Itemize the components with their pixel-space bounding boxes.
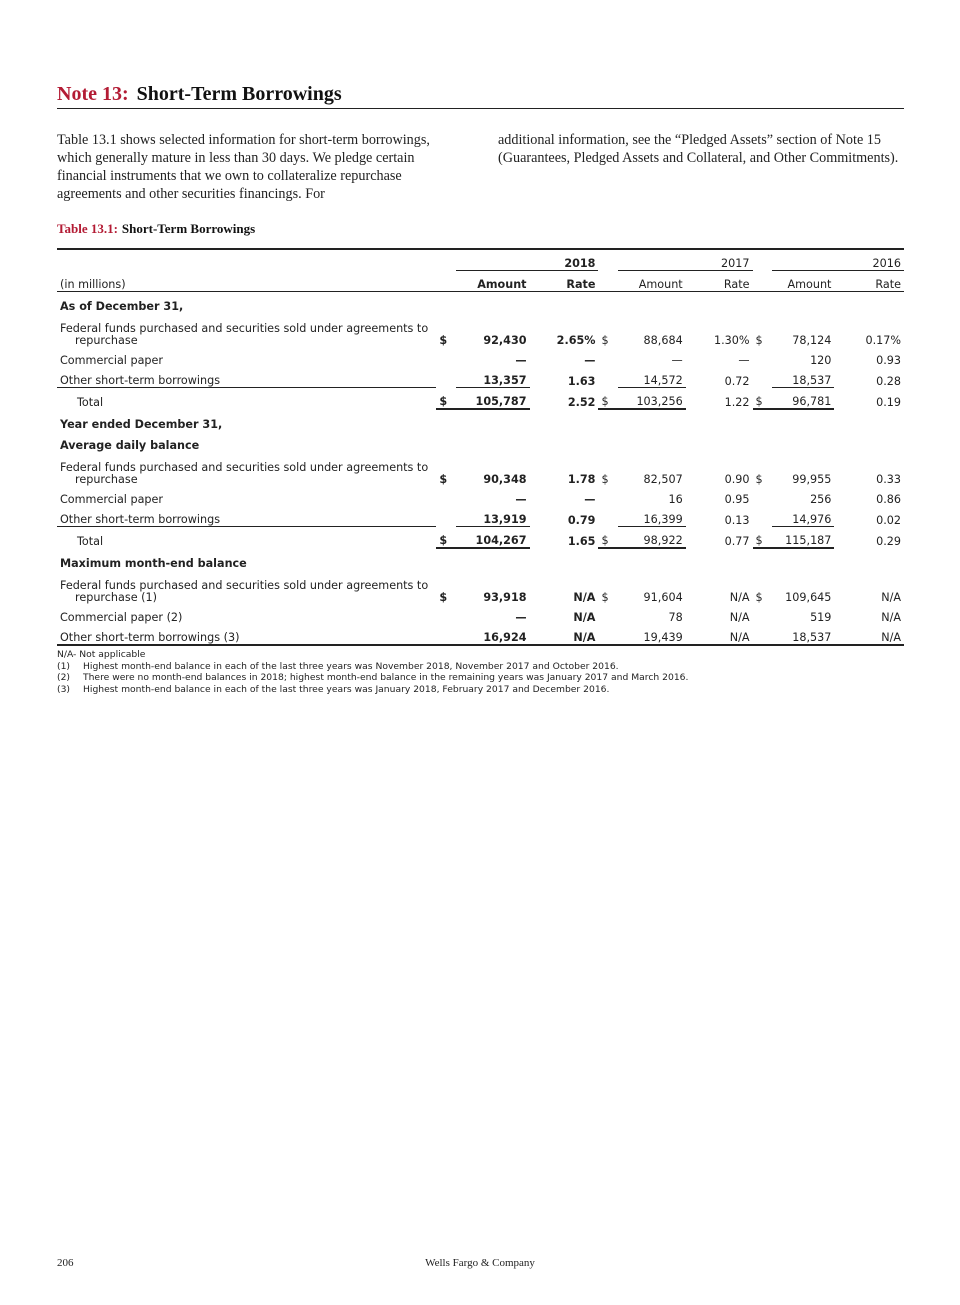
footnote-3: (3) Highest month-end balance in each of the last three years was January 2018, February 2017 and December 2016. — [57, 683, 610, 695]
col-rate-2017: Rate — [686, 271, 753, 292]
total-row: Total $ 105,787 2.52 $ 103,256 1.22 $ 96,781 0.19 — [57, 388, 904, 410]
note-title: Short-Term Borrowings — [136, 83, 342, 105]
col-amount-2016: Amount — [772, 271, 835, 292]
footnotes — [57, 649, 688, 695]
section-header: Maximum month-end balance — [60, 557, 247, 570]
col-amount-2017: Amount — [618, 271, 686, 292]
table-caption-number: Table 13.1: — [57, 221, 118, 236]
table-row: Federal funds purchased and securities sold under agreements to repurchase (1) $ 93,918 N/A $ 91,604 N/A $ 109,645 N/A — [60, 579, 901, 604]
footer-company: Wells Fargo & Company — [425, 1257, 535, 1269]
table-row: Federal funds purchased and securities sold under agreements to repurchase $ 92,430 2.65% $ 88,684 1.30% $ 78,124 0.17% — [60, 322, 901, 347]
column-header-row — [57, 271, 904, 292]
section-header: Year ended December 31, — [60, 418, 223, 431]
section-header: As of December 31, — [60, 300, 184, 313]
year-header-2018: 2018 — [456, 249, 599, 271]
section-subheader: Average daily balance — [60, 439, 200, 452]
table-row: Commercial paper — — — — 120 0.93 — [60, 354, 901, 367]
total-row: Total $ 104,267 1.65 $ 98,922 0.77 $ 115,187 0.29 — [57, 527, 904, 549]
footnote-1: (1) Highest month-end balance in each of the last three years was November 2018, November 2017 and October 2016. — [57, 660, 619, 672]
intro-paragraph-right: additional information, see the “Pledged Assets” section of Note 15 (Guarantees, Pledged Assets and Collateral, and Other Commitments). — [498, 132, 899, 166]
intro-paragraph-left: Table 13.1 shows selected information for short-term borrowings, which generally mature in less than 30 days. We pledge certain financial instruments that we own to collateralize repurchase agreements and other securities financings. For — [57, 132, 430, 202]
year-header-2017: 2017 — [618, 249, 753, 271]
table-row: Other short-term borrowings 13,919 0.79 16,399 0.13 14,976 0.02 — [57, 506, 904, 527]
note-number: Note 13: — [57, 83, 129, 105]
footnote-na: N/A- Not applicable — [57, 649, 146, 660]
table-row: Other short-term borrowings 13,357 1.63 14,572 0.72 18,537 0.28 — [57, 367, 904, 388]
year-header-row — [57, 249, 904, 271]
table-row: Other short-term borrowings (3) 16,924 N/A 19,439 N/A 18,537 N/A — [57, 624, 904, 645]
col-rate-2018: Rate — [530, 271, 599, 292]
col-rate-2016: Rate — [834, 271, 904, 292]
page-number: 206 — [57, 1257, 74, 1269]
year-header-2016: 2016 — [772, 249, 904, 271]
table-caption-title: Short-Term Borrowings — [121, 221, 256, 236]
table-row: Commercial paper (2) — N/A 78 N/A 519 N/A — [60, 611, 901, 624]
units-label: (in millions) — [57, 271, 436, 292]
note-heading — [57, 84, 904, 109]
footnote-2: (2) There were no month-end balances in 2018; highest month-end balance in the remaining years was January 2017 and March 2016. — [57, 672, 689, 683]
table-caption — [57, 221, 255, 237]
col-amount-2018: Amount — [456, 271, 530, 292]
table-row: Federal funds purchased and securities sold under agreements to repurchase $ 90,348 1.78 $ 82,507 0.90 $ 99,955 0.33 — [60, 461, 901, 486]
table-row: Commercial paper — — 16 0.95 256 0.86 — [60, 493, 901, 506]
short-term-borrowings-table — [57, 248, 904, 646]
